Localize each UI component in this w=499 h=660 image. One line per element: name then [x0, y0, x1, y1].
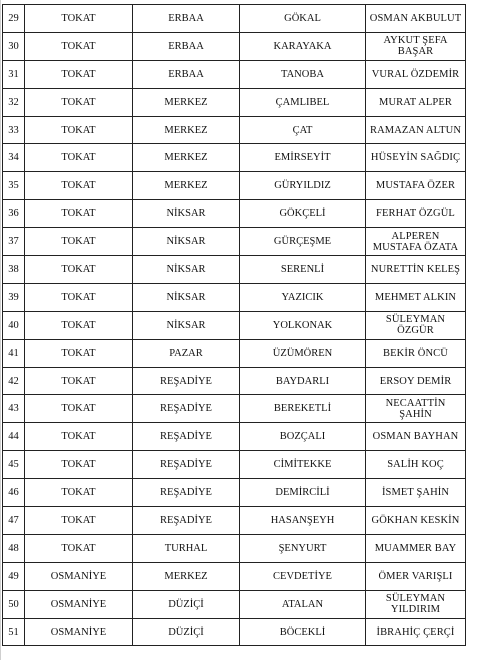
table-row [3, 618, 466, 646]
table-row [3, 395, 466, 423]
table-row [3, 339, 466, 367]
district-cell: REŞADİYE [133, 479, 240, 507]
table-row [3, 367, 466, 395]
district-cell: NİKSAR [133, 228, 240, 256]
village-cell: TANOBA [240, 60, 366, 88]
person-name-cell: MEHMET ALKIN [366, 283, 466, 311]
person-name-cell: AYKUT ŞEFA BAŞAR [366, 32, 466, 60]
district-cell: MERKEZ [133, 172, 240, 200]
row-number-cell: 30 [3, 32, 25, 60]
district-cell: REŞADİYE [133, 451, 240, 479]
row-number-cell: 50 [3, 590, 25, 618]
person-name-cell: İBRAHİÇ ÇERÇİ [366, 618, 466, 646]
province-cell: TOKAT [25, 60, 133, 88]
province-cell: TOKAT [25, 339, 133, 367]
province-cell: TOKAT [25, 451, 133, 479]
person-name-cell: MURAT ALPER [366, 88, 466, 116]
table-row [3, 562, 466, 590]
district-cell: MERKEZ [133, 144, 240, 172]
row-number-cell: 49 [3, 562, 25, 590]
village-cell: ATALAN [240, 590, 366, 618]
village-cell: BOZÇALI [240, 423, 366, 451]
records-table [2, 4, 466, 646]
province-cell: TOKAT [25, 256, 133, 284]
person-name-cell: GÖKHAN KESKİN [366, 507, 466, 535]
village-cell: KARAYAKA [240, 32, 366, 60]
province-cell: TOKAT [25, 311, 133, 339]
table-row [3, 590, 466, 618]
row-number-cell: 38 [3, 256, 25, 284]
province-cell: OSMANİYE [25, 590, 133, 618]
person-name-cell: VURAL ÖZDEMİR [366, 60, 466, 88]
person-name-cell: HÜSEYİN SAĞDIÇ [366, 144, 466, 172]
person-name-cell: OSMAN BAYHAN [366, 423, 466, 451]
table-row [3, 423, 466, 451]
province-cell: TOKAT [25, 116, 133, 144]
table-row [3, 311, 466, 339]
row-number-cell: 41 [3, 339, 25, 367]
table-row [3, 144, 466, 172]
district-cell: NİKSAR [133, 200, 240, 228]
row-number-cell: 37 [3, 228, 25, 256]
province-cell: OSMANİYE [25, 562, 133, 590]
village-cell: ÇAT [240, 116, 366, 144]
province-cell: TOKAT [25, 88, 133, 116]
row-number-cell: 46 [3, 479, 25, 507]
table-row [3, 88, 466, 116]
row-number-cell: 39 [3, 283, 25, 311]
district-cell: REŞADİYE [133, 423, 240, 451]
table-row [3, 451, 466, 479]
district-cell: MERKEZ [133, 562, 240, 590]
district-cell: REŞADİYE [133, 507, 240, 535]
district-cell: TURHAL [133, 534, 240, 562]
district-cell: ERBAA [133, 5, 240, 33]
village-cell: YAZICIK [240, 283, 366, 311]
village-cell: GÜRÇEŞME [240, 228, 366, 256]
province-cell: TOKAT [25, 479, 133, 507]
row-number-cell: 42 [3, 367, 25, 395]
village-cell: ŞENYURT [240, 534, 366, 562]
village-cell: ÇAMLIBEL [240, 88, 366, 116]
district-cell: ERBAA [133, 60, 240, 88]
row-number-cell: 44 [3, 423, 25, 451]
row-number-cell: 43 [3, 395, 25, 423]
row-number-cell: 51 [3, 618, 25, 646]
table-row [3, 32, 466, 60]
person-name-cell: ALPEREN MUSTAFA ÖZATA [366, 228, 466, 256]
district-cell: MERKEZ [133, 88, 240, 116]
village-cell: SERENLİ [240, 256, 366, 284]
row-number-cell: 29 [3, 5, 25, 33]
village-cell: BEREKETLİ [240, 395, 366, 423]
district-cell: REŞADİYE [133, 367, 240, 395]
village-cell: DEMİRCİLİ [240, 479, 366, 507]
row-number-cell: 31 [3, 60, 25, 88]
person-name-cell: İSMET ŞAHİN [366, 479, 466, 507]
province-cell: TOKAT [25, 200, 133, 228]
person-name-cell: NURETTİN KELEŞ [366, 256, 466, 284]
person-name-cell: MUAMMER BAY [366, 534, 466, 562]
row-number-cell: 36 [3, 200, 25, 228]
row-number-cell: 47 [3, 507, 25, 535]
province-cell: TOKAT [25, 228, 133, 256]
person-name-cell: NECAATTİN ŞAHİN [366, 395, 466, 423]
village-cell: BÖCEKLİ [240, 618, 366, 646]
table-row [3, 200, 466, 228]
person-name-cell: RAMAZAN ALTUN [366, 116, 466, 144]
province-cell: TOKAT [25, 32, 133, 60]
village-cell: HASANŞEYH [240, 507, 366, 535]
person-name-cell: ERSOY DEMİR [366, 367, 466, 395]
province-cell: TOKAT [25, 283, 133, 311]
row-number-cell: 45 [3, 451, 25, 479]
province-cell: TOKAT [25, 507, 133, 535]
province-cell: TOKAT [25, 144, 133, 172]
province-cell: TOKAT [25, 367, 133, 395]
province-cell: TOKAT [25, 423, 133, 451]
table-row [3, 534, 466, 562]
district-cell: DÜZİÇİ [133, 618, 240, 646]
district-cell: NİKSAR [133, 311, 240, 339]
row-number-cell: 48 [3, 534, 25, 562]
village-cell: ÜZÜMÖREN [240, 339, 366, 367]
person-name-cell: FERHAT ÖZGÜL [366, 200, 466, 228]
village-cell: YOLKONAK [240, 311, 366, 339]
records-table-body [3, 5, 466, 646]
row-number-cell: 35 [3, 172, 25, 200]
district-cell: REŞADİYE [133, 395, 240, 423]
district-cell: ERBAA [133, 32, 240, 60]
table-row [3, 5, 466, 33]
row-number-cell: 33 [3, 116, 25, 144]
province-cell: OSMANİYE [25, 618, 133, 646]
table-row [3, 60, 466, 88]
person-name-cell: SALİH KOÇ [366, 451, 466, 479]
district-cell: DÜZİÇİ [133, 590, 240, 618]
village-cell: EMİRSEYİT [240, 144, 366, 172]
district-cell: NİKSAR [133, 283, 240, 311]
village-cell: GÖKAL [240, 5, 366, 33]
row-number-cell: 34 [3, 144, 25, 172]
page-edge [0, 0, 1, 660]
table-row [3, 228, 466, 256]
province-cell: TOKAT [25, 172, 133, 200]
row-number-cell: 32 [3, 88, 25, 116]
village-cell: GÖKÇELİ [240, 200, 366, 228]
person-name-cell: MUSTAFA ÖZER [366, 172, 466, 200]
table-row [3, 116, 466, 144]
village-cell: CEVDETİYE [240, 562, 366, 590]
province-cell: TOKAT [25, 395, 133, 423]
person-name-cell: SÜLEYMAN YILDIRIM [366, 590, 466, 618]
table-row [3, 507, 466, 535]
village-cell: BAYDARLI [240, 367, 366, 395]
person-name-cell: OSMAN AKBULUT [366, 5, 466, 33]
village-cell: GÜRYILDIZ [240, 172, 366, 200]
district-cell: PAZAR [133, 339, 240, 367]
province-cell: TOKAT [25, 534, 133, 562]
table-row [3, 283, 466, 311]
table-row [3, 479, 466, 507]
table-row [3, 256, 466, 284]
person-name-cell: BEKİR ÖNCÜ [366, 339, 466, 367]
province-cell: TOKAT [25, 5, 133, 33]
table-row [3, 172, 466, 200]
person-name-cell: ÖMER VARIŞLI [366, 562, 466, 590]
row-number-cell: 40 [3, 311, 25, 339]
village-cell: CİMİTEKKE [240, 451, 366, 479]
person-name-cell: SÜLEYMAN ÖZGÜR [366, 311, 466, 339]
district-cell: NİKSAR [133, 256, 240, 284]
district-cell: MERKEZ [133, 116, 240, 144]
